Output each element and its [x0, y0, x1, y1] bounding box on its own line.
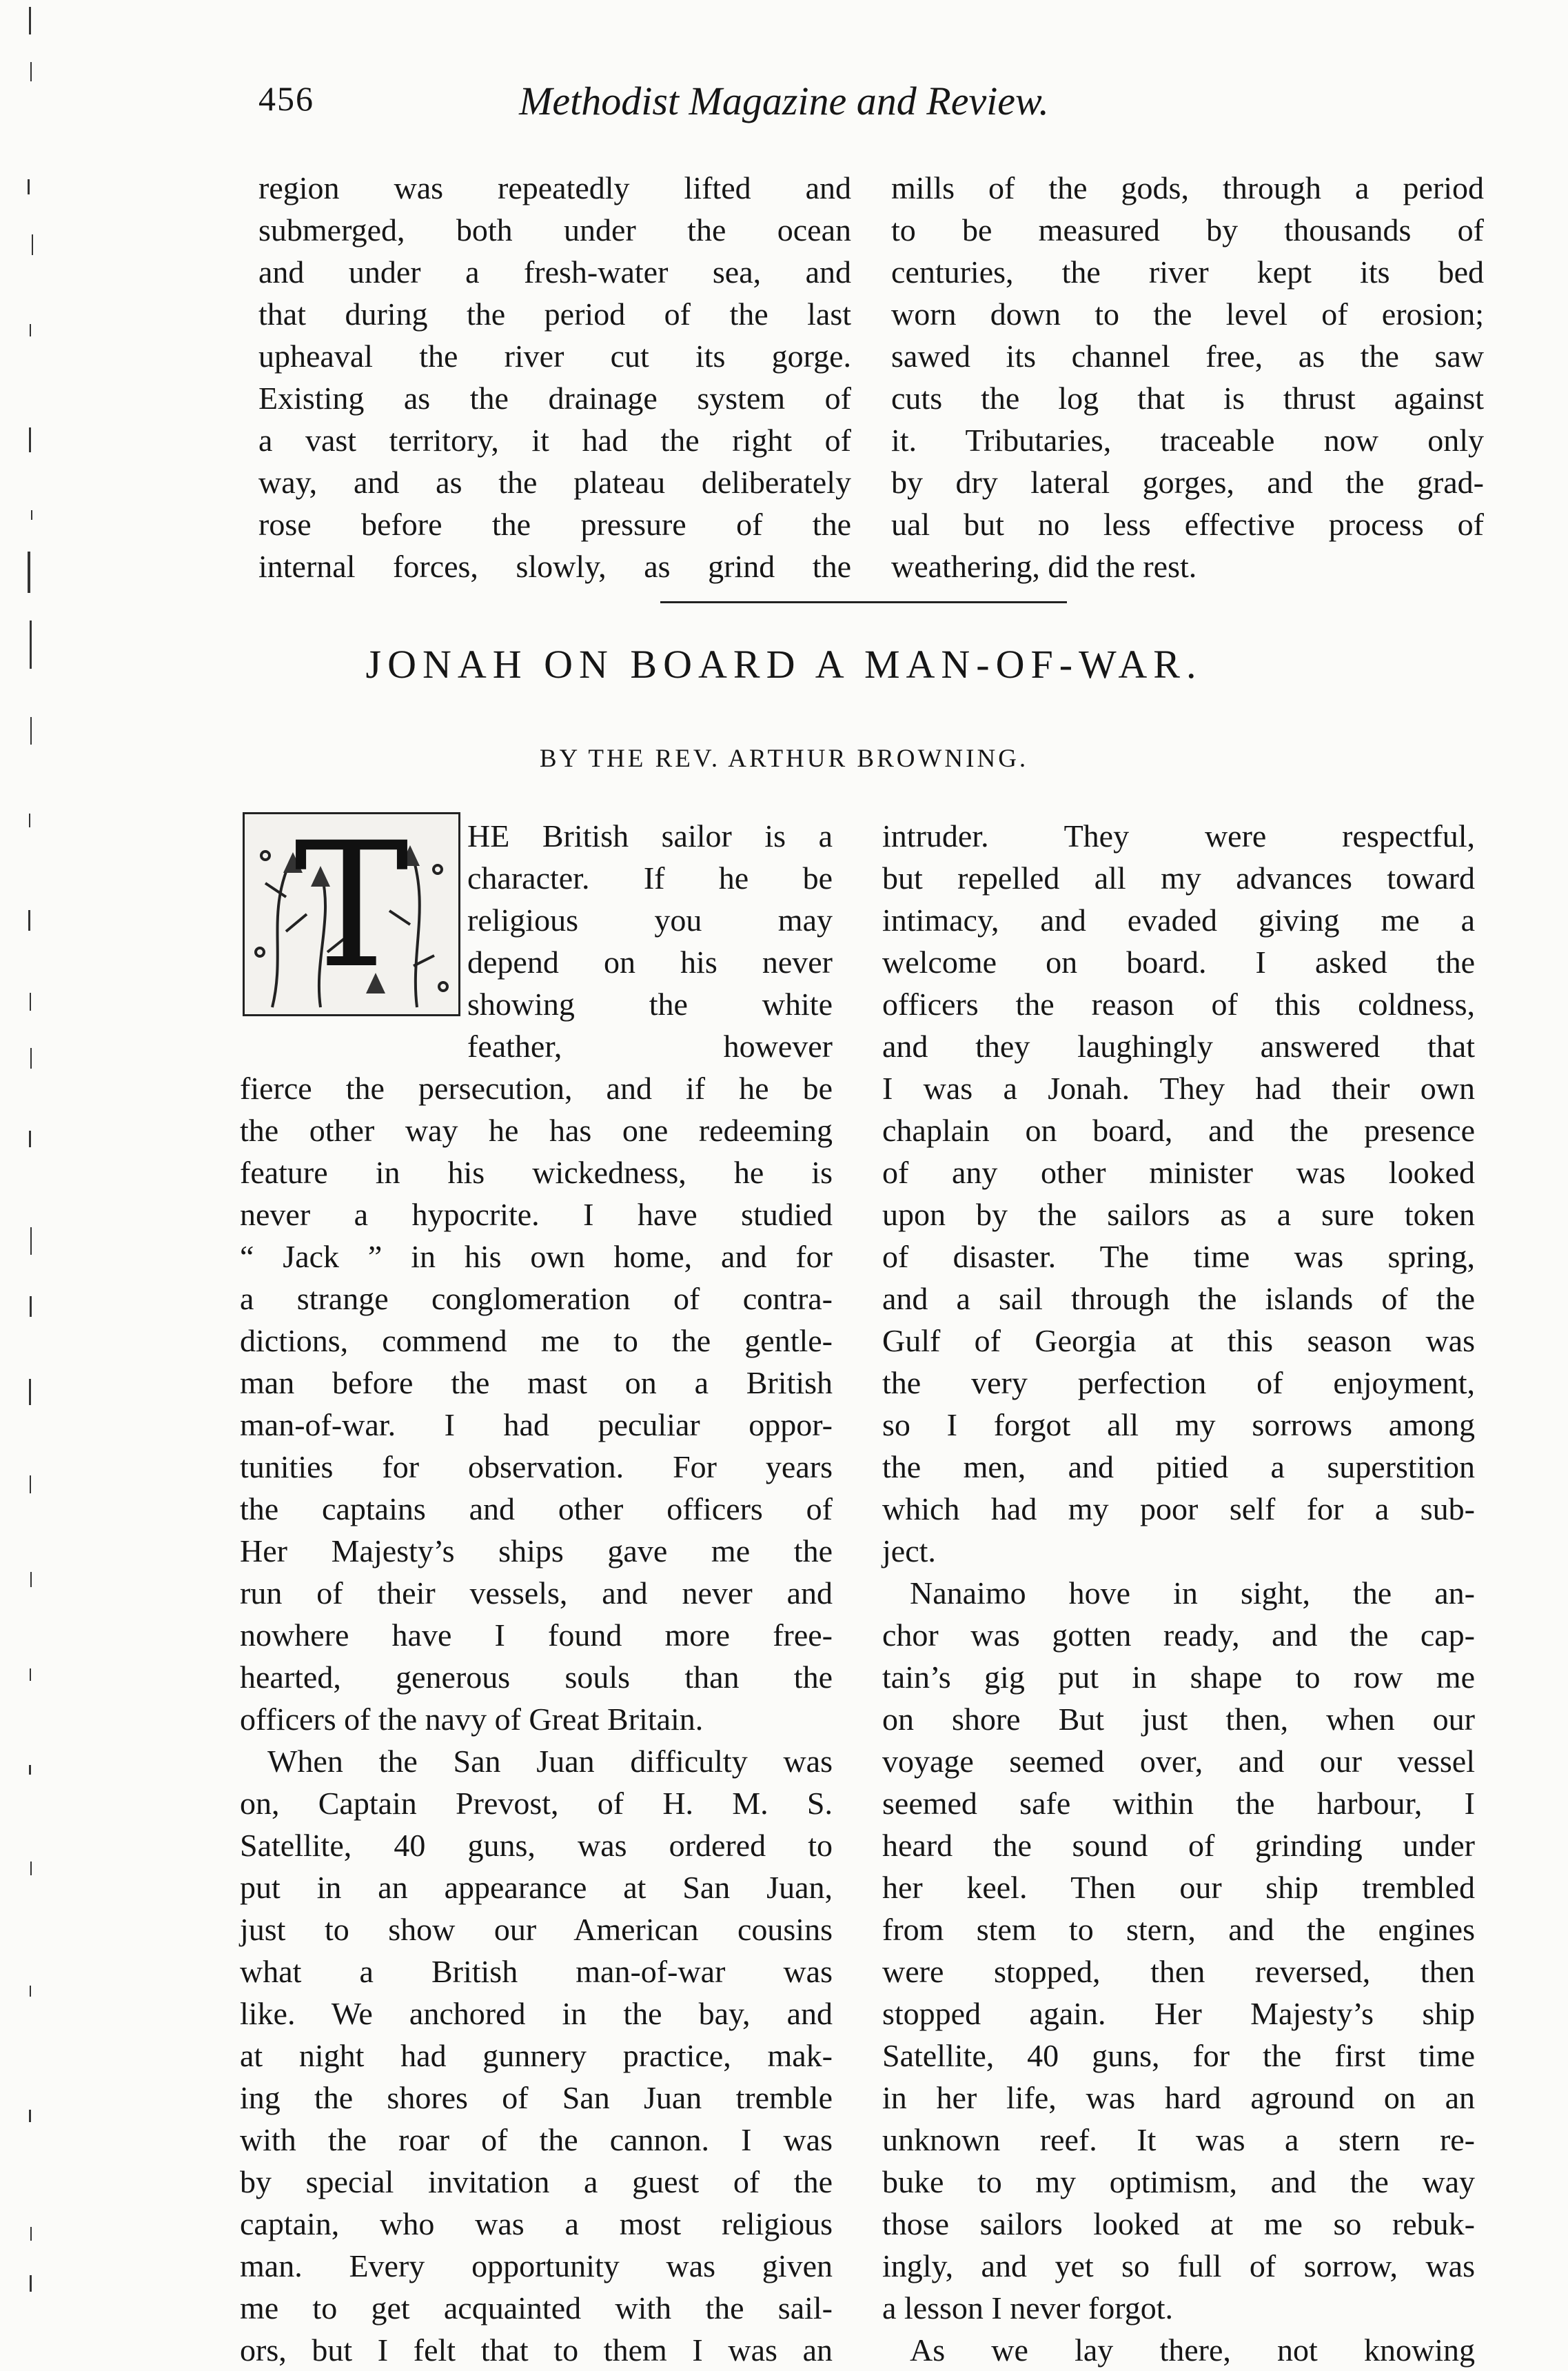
text-line: hearted, generous souls than the [240, 1659, 833, 1695]
text-line: chor was gotten ready, and the cap- [882, 1617, 1475, 1653]
text-line: way, and as the plateau deliberately [258, 465, 851, 500]
text-line: fierce the persecution, and if he be [240, 1071, 833, 1106]
text-line: officers of the navy of Great Britain. [240, 1702, 704, 1737]
text-line: When the San Juan difficulty was [267, 1744, 833, 1779]
text-line: just to show our American cousins [240, 1912, 833, 1947]
text-line: those sailors looked at me so rebuk- [882, 2206, 1475, 2241]
text-line: what a British man-of-war was [240, 1954, 833, 1989]
text-line: dictions, commend me to the gentle- [240, 1323, 833, 1358]
text-line: the other way he has one redeeming [240, 1113, 833, 1148]
text-line: of disaster. The time was spring, [882, 1239, 1475, 1274]
text-line: that during the period of the last [258, 296, 851, 332]
text-line: stopped again. Her Majesty’s ship [882, 1996, 1475, 2031]
text-line: Satellite, 40 guns, was ordered to [240, 1828, 833, 1863]
text-line: man-of-war. I had peculiar oppor- [240, 1407, 833, 1442]
text-line: HE British sailor is a [467, 818, 833, 854]
text-line: and under a fresh-water sea, and [258, 254, 851, 290]
article-byline: BY THE REV. ARTHUR BROWNING. [539, 745, 1029, 773]
text-line: welcome on board. I asked the [882, 945, 1475, 980]
text-line: Her Majesty’s ships gave me the [240, 1533, 833, 1568]
page-number: 456 [258, 79, 314, 118]
text-line: to be measured by thousands of [891, 212, 1484, 248]
text-line: and a sail through the islands of the [882, 1281, 1475, 1316]
text-line: tunities for observation. For years [240, 1449, 833, 1484]
text-line: voyage seemed over, and our vessel [882, 1744, 1475, 1779]
text-line: a strange conglomeration of contra- [240, 1281, 833, 1316]
text-line: Gulf of Georgia at this season was [882, 1323, 1475, 1358]
text-line: ingly, and yet so full of sorrow, was [882, 2248, 1475, 2283]
text-line: a vast territory, it had the right of [258, 423, 851, 458]
text-line: centuries, the river kept its bed [891, 254, 1484, 290]
intro-right-column [891, 167, 1484, 587]
text-line: which had my poor self for a sub- [882, 1491, 1475, 1526]
text-line: As we lay there, not knowing [910, 2332, 1475, 2368]
text-line: region was repeatedly lifted and [258, 170, 851, 205]
text-line: captain, who was a most religious [240, 2206, 833, 2241]
text-line: by dry lateral gorges, and the grad- [891, 465, 1484, 500]
text-line: worn down to the level of erosion; [891, 296, 1484, 332]
article-right-column [882, 815, 1475, 2371]
text-line: feature in his wickedness, he is [240, 1155, 833, 1190]
text-line: never a hypocrite. I have studied [240, 1197, 833, 1232]
text-line: a lesson I never forgot. [882, 2290, 1173, 2325]
text-line: of any other minister was looked [882, 1155, 1475, 1190]
article-left-column [240, 812, 833, 2371]
text-line: and they laughingly answered that [882, 1029, 1475, 1064]
section-divider [660, 601, 1067, 603]
text-line: at night had gunnery practice, mak- [240, 2038, 833, 2073]
text-line: but repelled all my advances toward [882, 860, 1475, 896]
text-line: Existing as the drainage system of [258, 381, 851, 416]
text-line: intimacy, and evaded giving me a [882, 902, 1475, 938]
text-line: by special invitation a guest of the [240, 2164, 833, 2199]
text-line: like. We anchored in the bay, and [240, 1996, 833, 2031]
text-line: heard the sound of grinding under [882, 1828, 1475, 1863]
text-line: mills of the gods, through a period [891, 170, 1484, 205]
text-line: ing the shores of San Juan tremble [240, 2080, 833, 2115]
text-line: the captains and other officers of [240, 1491, 833, 1526]
text-line: ors, but I felt that to them I was an [240, 2332, 833, 2368]
text-line: from stem to stern, and the engines [882, 1912, 1475, 1947]
text-line: ual but no less effective process of [891, 507, 1484, 542]
scan-margin-specks [19, 0, 47, 2354]
text-line: upheaval the river cut its gorge. [258, 339, 851, 374]
text-line: unknown reef. It was a stern re- [882, 2122, 1475, 2157]
text-line: character. If he be [467, 860, 833, 896]
drop-cap-letter: T [294, 812, 409, 1006]
text-line: me to get acquainted with the sail- [240, 2290, 833, 2325]
text-line: run of their vessels, and never and [240, 1575, 833, 1611]
intro-left-column [258, 167, 851, 587]
text-line: man before the mast on a British [240, 1365, 833, 1400]
text-line: intruder. They were respectful, [882, 818, 1475, 854]
text-line: chaplain on board, and the presence [882, 1113, 1475, 1148]
text-line: ject. [882, 1533, 936, 1568]
text-line: Nanaimo hove in sight, the an- [910, 1575, 1475, 1611]
text-line: man. Every opportunity was given [240, 2248, 833, 2283]
article-title: JONAH ON BOARD A MAN-OF-WAR. [365, 642, 1203, 687]
running-title: Methodist Magazine and Review. [519, 79, 1049, 123]
text-line: upon by the sailors as a sure token [882, 1197, 1475, 1232]
text-line: internal forces, slowly, as grind the [258, 549, 851, 584]
text-line: Satellite, 40 guns, for the first time [882, 2038, 1475, 2073]
text-line: feather, however [467, 1029, 833, 1064]
text-line: rose before the pressure of the [258, 507, 851, 542]
text-line: on, Captain Prevost, of H. M. S. [240, 1786, 833, 1821]
text-line: weathering, did the rest. [891, 549, 1197, 584]
text-line: so I forgot all my sorrows among [882, 1407, 1475, 1442]
text-line: tain’s gig put in shape to row me [882, 1659, 1475, 1695]
text-line: submerged, both under the ocean [258, 212, 851, 248]
text-line: “ Jack ” in his own home, and for [240, 1239, 833, 1274]
text-line: in her life, was hard aground on an [882, 2080, 1475, 2115]
text-line: were stopped, then reversed, then [882, 1954, 1475, 1989]
text-line: nowhere have I found more free- [240, 1617, 833, 1653]
text-line: put in an appearance at San Juan, [240, 1870, 833, 1905]
text-line: her keel. Then our ship trembled [882, 1870, 1475, 1905]
text-line: officers the reason of this coldness, [882, 987, 1475, 1022]
text-line: I was a Jonah. They had their own [882, 1071, 1475, 1106]
text-line: depend on his never [467, 945, 833, 980]
text-line: it. Tributaries, traceable now only [891, 423, 1484, 458]
text-line: seemed safe within the harbour, I [882, 1786, 1475, 1821]
text-line: the very perfection of enjoyment, [882, 1365, 1475, 1400]
text-line: religious you may [467, 902, 833, 938]
text-line: showing the white [467, 987, 833, 1022]
text-line: buke to my optimism, and the way [882, 2164, 1475, 2199]
text-line: on shore But just then, when our [882, 1702, 1475, 1737]
text-line: cuts the log that is thrust against [891, 381, 1484, 416]
text-line: the men, and pitied a superstition [882, 1449, 1475, 1484]
text-line: with the roar of the cannon. I was [240, 2122, 833, 2157]
text-line: sawed its channel free, as the saw [891, 339, 1484, 374]
